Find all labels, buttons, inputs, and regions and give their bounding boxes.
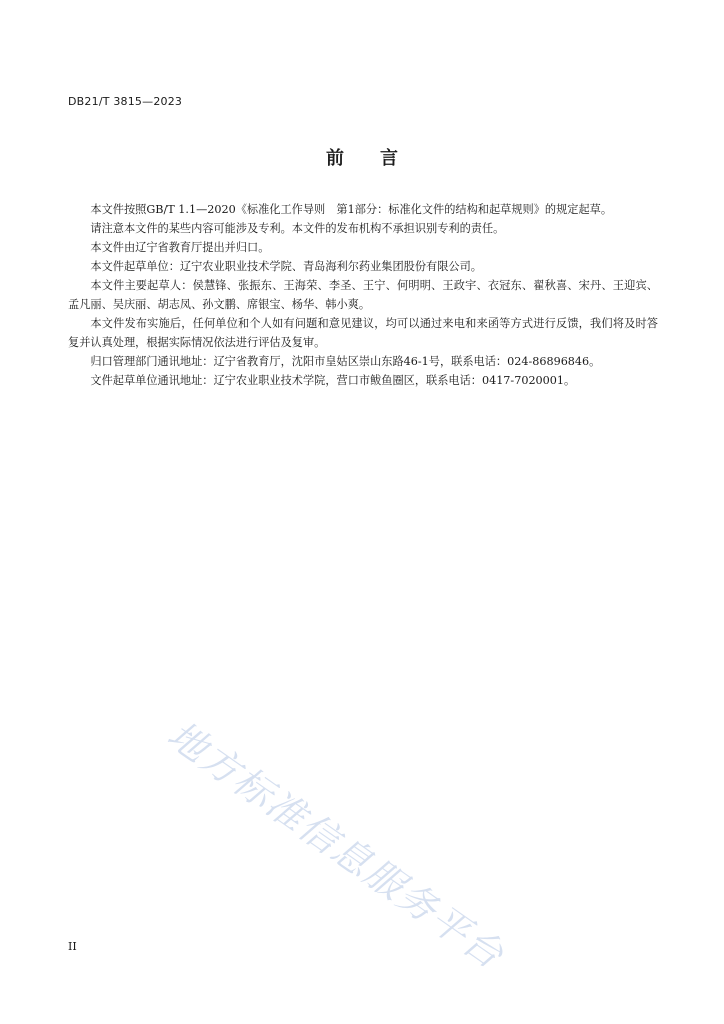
document-code: DB21/T 3815—2023 xyxy=(68,95,183,108)
paragraph-proposer: 本文件由辽宁省教育厅提出并归口。 xyxy=(90,241,270,254)
paragraph-drafting-rules: 本文件按照GB/T 1.1—2020《标准化工作导则 第1部分：标准化文件的结构和起草规则》的规定起草。 xyxy=(90,203,613,216)
paragraph-drafting-unit-address: 文件起草单位通讯地址：辽宁农业职业技术学院，营口市鲅鱼圈区，联系电话：0417-7020001。 xyxy=(90,374,576,387)
paragraph-feedback: 本文件发布实施后，任何单位和个人如有问题和意见建议，均可以通过来电和来函等方式进行反馈，我们将及时答复并认真处理，根据实际情况依法进行评估及复审。 xyxy=(68,317,658,349)
page-title: 前言 xyxy=(326,148,434,169)
paragraph-drafters: 本文件主要起草人：侯慧锋、张振东、王海荣、李圣、王宁、何明明、王政宇、衣冠东、翟秋喜、宋丹、王迎宾、孟凡丽、吴庆丽、胡志凤、孙文鹏、席银宝、杨华、韩小爽。 xyxy=(68,279,658,311)
paragraph-patent-notice: 请注意本文件的某些内容可能涉及专利。本文件的发布机构不承担识别专利的责任。 xyxy=(90,222,505,235)
watermark: 地方标准信息服务平台 xyxy=(159,712,513,978)
page-number: II xyxy=(68,940,77,953)
paragraph-management-address: 归口管理部门通讯地址：辽宁省教育厅，沈阳市皇姑区崇山东路46-1号，联系电话：024-86896846。 xyxy=(90,355,601,368)
foreword-body xyxy=(68,200,658,390)
paragraph-drafting-units: 本文件起草单位：辽宁农业职业技术学院、青岛海利尔药业集团股份有限公司。 xyxy=(90,260,482,273)
